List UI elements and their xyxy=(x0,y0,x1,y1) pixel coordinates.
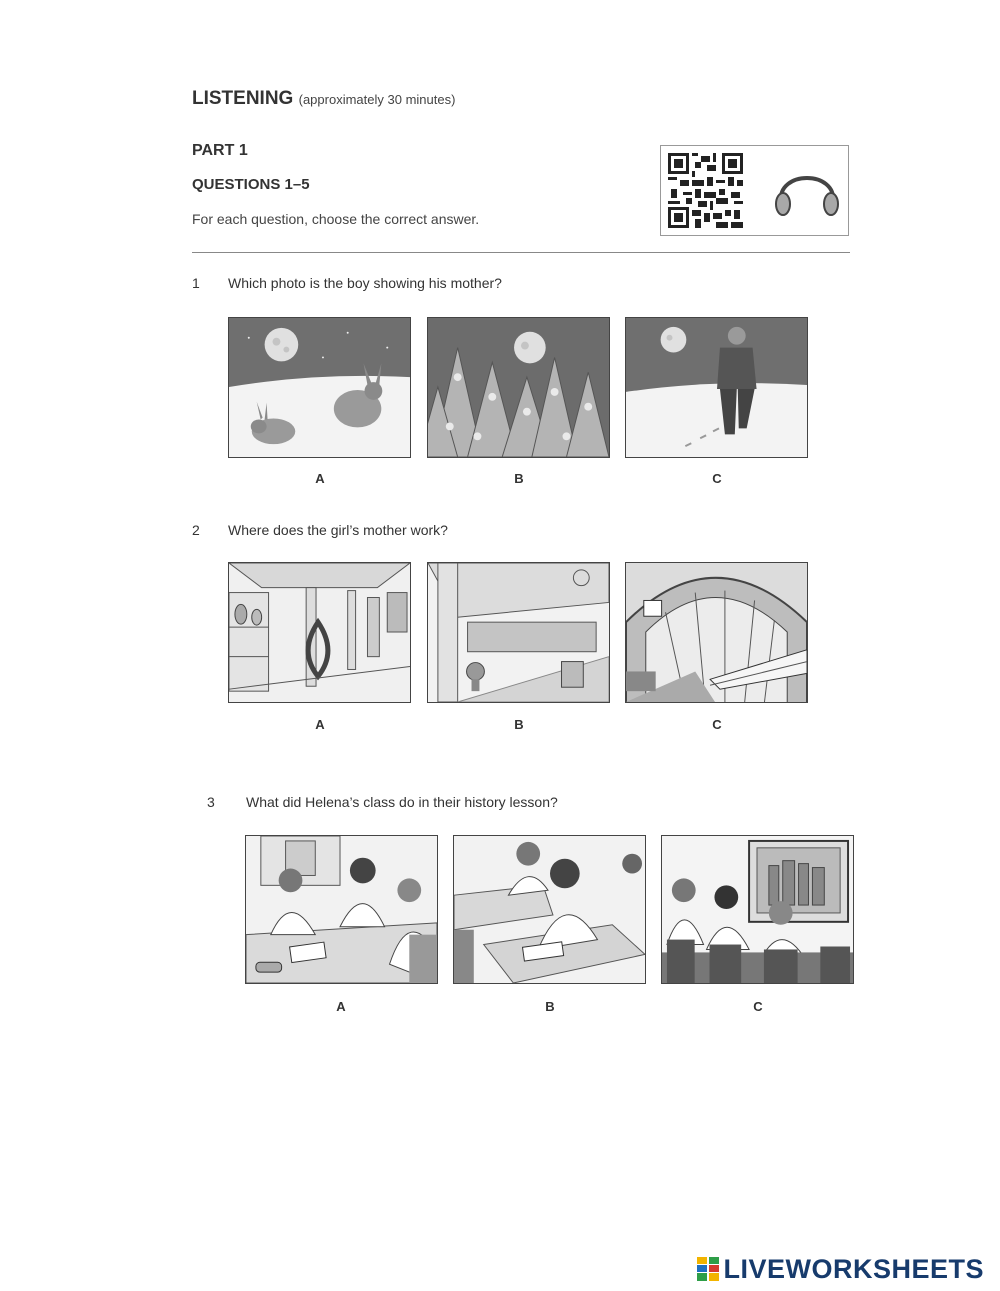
q2-option-c-image[interactable] xyxy=(625,562,808,703)
divider xyxy=(192,252,850,253)
q1-option-b-label[interactable]: B xyxy=(514,471,524,486)
question-2-number: 2 xyxy=(192,522,200,538)
liveworksheets-brand[interactable]: LIVEWORKSHEETS xyxy=(723,1254,984,1284)
q1-option-a-image[interactable] xyxy=(228,317,411,458)
question-3-text: What did Helena’s class do in their history lesson? xyxy=(246,794,558,810)
q2-option-b-label[interactable]: B xyxy=(514,717,524,732)
qr-code-icon[interactable] xyxy=(668,153,743,228)
headphones-icon[interactable] xyxy=(771,160,843,222)
section-title: LISTENING xyxy=(192,88,294,109)
question-3-number: 3 xyxy=(207,794,215,810)
liveworksheets-logo-icon xyxy=(697,1257,719,1281)
q1-option-a-label[interactable]: A xyxy=(315,471,325,486)
q2-option-a-label[interactable]: A xyxy=(315,717,325,732)
question-1-text: Which photo is the boy showing his mother? xyxy=(228,275,502,291)
listening-heading xyxy=(192,88,455,110)
q3-option-b-image[interactable] xyxy=(453,835,646,984)
q3-option-a-image[interactable] xyxy=(245,835,438,984)
questions-range: QUESTIONS 1–5 xyxy=(192,176,310,193)
question-1-number: 1 xyxy=(192,275,200,291)
part-title: PART 1 xyxy=(192,142,248,159)
q1-option-b-image[interactable] xyxy=(427,317,610,458)
q3-option-c-image[interactable] xyxy=(661,835,854,984)
q3-option-b-label[interactable]: B xyxy=(545,999,555,1014)
q1-option-c-image[interactable] xyxy=(625,317,808,458)
question-2-text: Where does the girl’s mother work? xyxy=(228,522,448,538)
section-duration: (approximately 30 minutes) xyxy=(298,92,456,107)
q2-option-c-label[interactable]: C xyxy=(712,717,722,732)
q3-option-c-label[interactable]: C xyxy=(753,999,763,1014)
q3-option-a-label[interactable]: A xyxy=(336,999,346,1014)
q2-option-a-image[interactable] xyxy=(228,562,411,703)
audio-box[interactable] xyxy=(660,145,849,236)
q1-option-c-label[interactable]: C xyxy=(712,471,722,486)
instructions: For each question, choose the correct answer. xyxy=(192,211,480,227)
q2-option-b-image[interactable] xyxy=(427,562,610,703)
